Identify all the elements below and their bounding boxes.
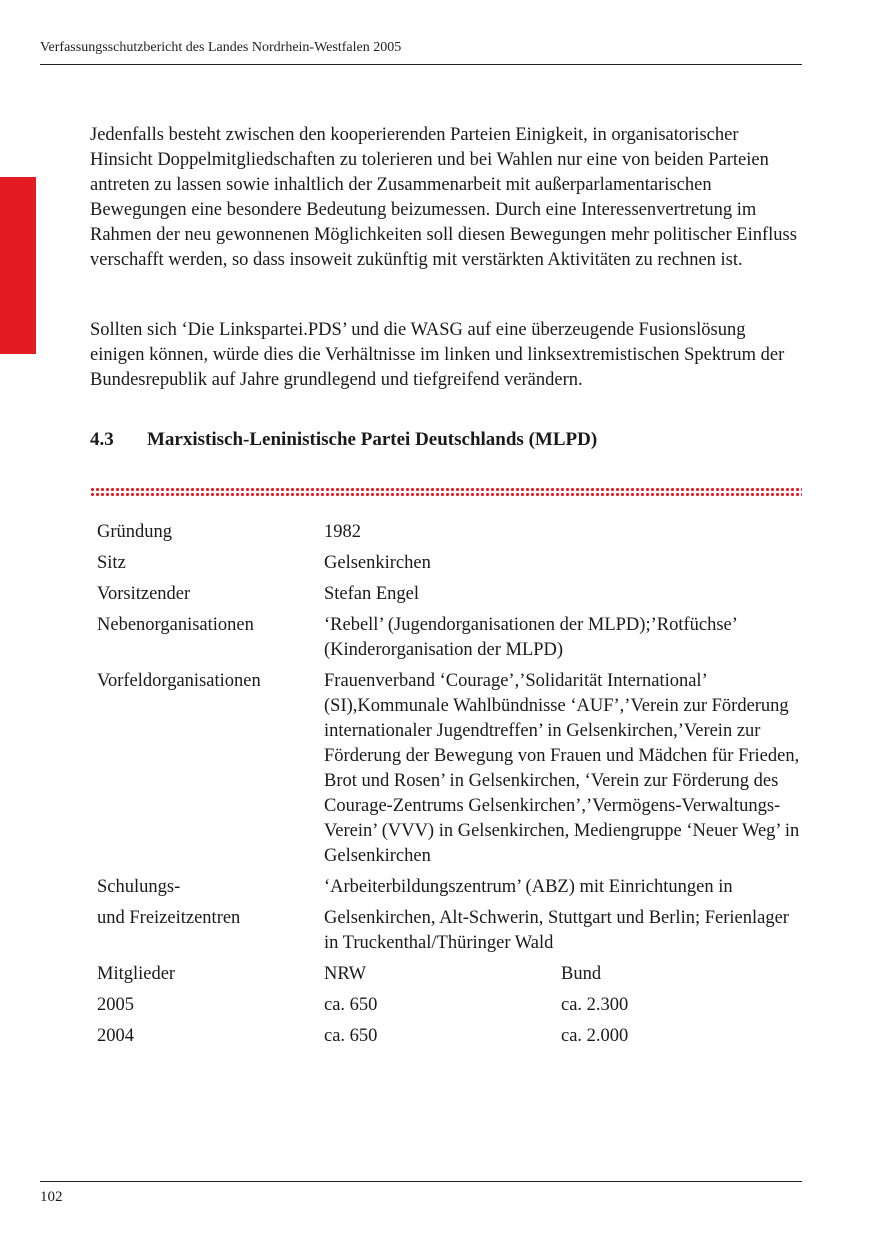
table-row [97,669,802,869]
header-divider [40,64,802,65]
row-label: Nebenorganisationen [97,615,254,635]
organization-info-table [97,520,802,1055]
table-row [97,875,802,900]
section-number: 4.3 [90,429,114,450]
footer-divider [40,1181,802,1182]
members-row [97,1024,802,1049]
members-col-bund: Bund [561,964,602,984]
members-nrw-value: ca. 650 [324,995,378,1015]
members-bund-value: ca. 2.000 [561,1026,629,1046]
members-header-row [97,962,802,987]
page-number: 102 [40,1189,63,1205]
members-col-nrw: NRW [324,964,367,984]
table-row [97,906,802,956]
table-row [97,551,802,576]
dotted-divider [90,487,802,497]
members-year: 2004 [97,1026,134,1046]
row-value: ‘Arbeiterbildungszentrum’ (ABZ) mit Einrichtungen in [324,877,733,897]
members-bund-value: ca. 2.300 [561,995,629,1015]
running-header: Verfassungsschutzbericht des Landes Nordrhein-Westfalen 2005 [40,40,402,55]
members-label: Mitglieder [97,964,176,984]
row-label: und Freizeitzentren [97,908,241,928]
paragraph-cooperation: Jedenfalls besteht zwischen den kooperierenden Parteien Einigkeit, in organisatorischer Hinsicht Doppelmitgliedschaften zu tolerieren und bei Wahlen nur eine von beiden Parteien antreten zu lassen sowie inhaltlich der Zusammenarbeit mit außerparlamentarischen Bewegungen eine besondere Bedeutung beizumessen. Durch eine Interessenvertretung im Rahmen der neu gewonnenen Möglichkeiten soll diesen Bewegungen mehr politischer Einfluss verschafft werden, so dass insoweit zukünftig mit verstärkten Aktivitäten zu rechnen ist. [90,125,797,270]
row-label: Vorsitzender [97,584,191,604]
table-row [97,613,802,663]
row-value: ‘Rebell’ (Jugendorganisationen der MLPD);’Rotfüchse’ (Kinderorganisation der MLPD) [324,615,737,660]
row-value: Frauenverband ‘Courage’,’Solidarität International’ (SI),Kommunale Wahlbündnisse ‘AUF’,’Verein zur Förderung internationaler Jugendtreffen’ in Gelsenkirchen,’Verein zur Förderung der Bewegung von Frauen und Mädchen für Frieden, Brot und Rosen’ in Gelsenkirchen, ‘Verein zur Förderung des Courage-Zentrums Gelsenkirchen’,’Vermögens-Verwaltungs-Verein’ (VVV) in Gelsenkirchen, Mediengruppe ‘Neuer Weg’ in Gelsenkirchen [324,671,800,866]
chapter-marker [0,177,36,354]
row-label: Schulungs- [97,877,181,897]
row-value: 1982 [324,522,361,542]
row-label: Gründung [97,522,173,542]
row-value: Stefan Engel [324,584,420,604]
row-label: Sitz [97,553,126,573]
row-value: Gelsenkirchen [324,553,431,573]
paragraph-fusion: Sollten sich ‘Die Linkspartei.PDS’ und die WASG auf eine überzeugende Fusionslösung einigen können, würde dies die Verhältnisse im linken und linksextremistischen Spektrum der Bundesrepublik auf Jahre grundlegend und tiefgreifend verändern. [90,320,785,390]
members-year: 2005 [97,995,134,1015]
row-value: Gelsenkirchen, Alt-Schwerin, Stuttgart und Berlin; Ferienlager in Truckenthal/Thüringer Wald [324,908,789,953]
section-title: Marxistisch-Leninistische Partei Deutschlands (MLPD) [147,429,598,450]
table-row [97,520,802,545]
section-heading [90,429,597,451]
row-label: Vorfeldorganisationen [97,671,261,691]
members-row [97,993,802,1018]
members-nrw-value: ca. 650 [324,1026,378,1046]
table-row [97,582,802,607]
